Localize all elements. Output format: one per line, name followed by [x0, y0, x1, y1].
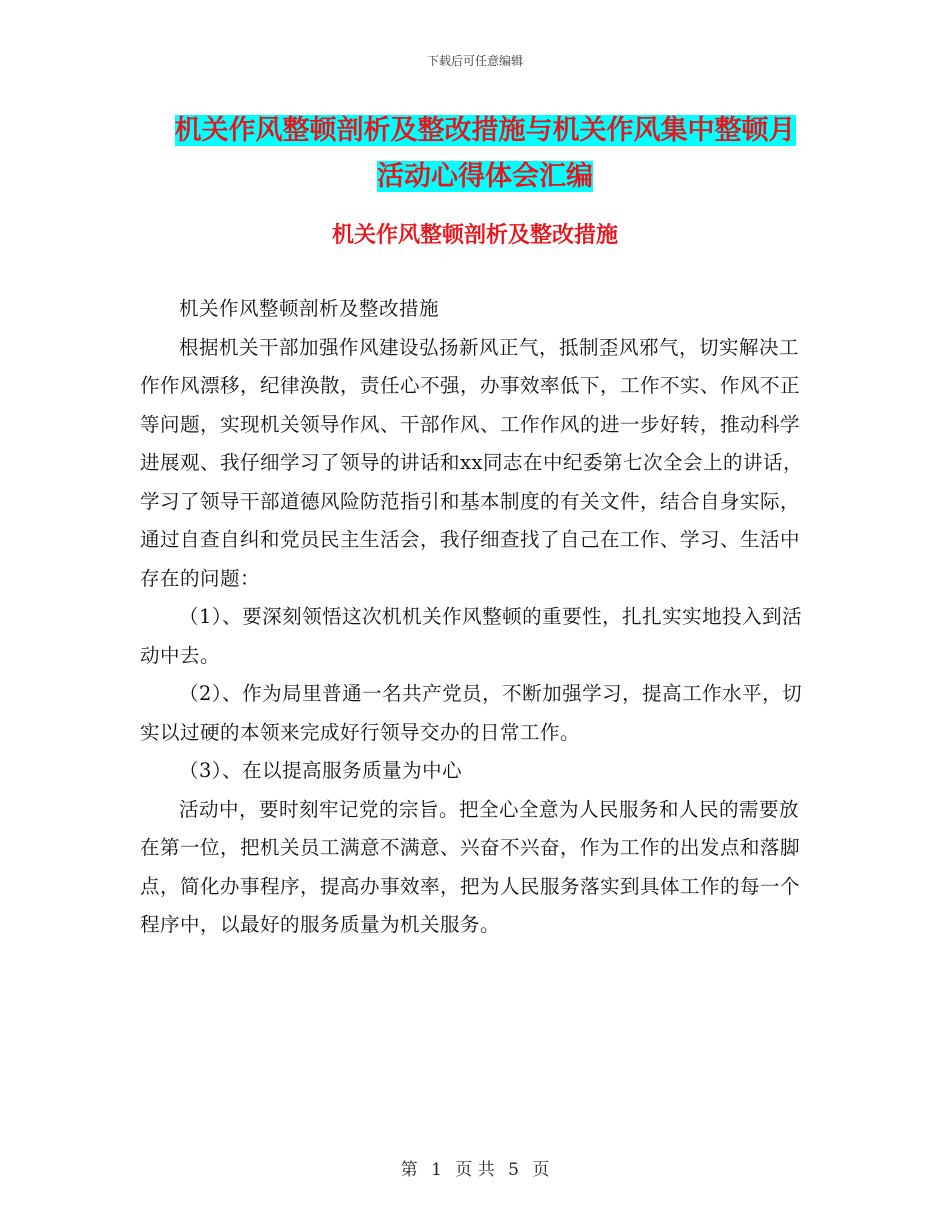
paragraph: （3）、在以提高服务质量为中心: [179, 759, 463, 782]
page-mid: 页 共: [455, 1160, 495, 1180]
paragraph: 机关作风整顿剖析及整改措施: [179, 297, 440, 320]
document-title: [140, 108, 830, 200]
paragraph: （1）、要深刻领悟这次机机关作风整顿的重要性，扎扎实实地投入到活动中去。: [140, 605, 803, 667]
page-prefix: 第: [400, 1160, 418, 1180]
title-line-2: 活动心得体会汇编: [377, 161, 593, 192]
section-title: 机关作风整顿剖析及整改措施: [331, 223, 618, 248]
page-total: 5: [508, 1160, 519, 1180]
page-footer: [0, 1155, 950, 1180]
title-line-1: 机关作风整顿剖析及整改措施与机关作风集中整顿月: [174, 115, 796, 146]
page-suffix: 页: [532, 1160, 550, 1180]
paragraph: 根据机关干部加强作风建设弘扬新风正气，抵制歪风邪气，切实解决工作作风漂移，纪律涣散，责任心不强，办事效率低下，工作不实、作风不正等问题，实现机关领导作风、干部作风、工作作风的进一步好转，推动科学进展观、我仔细学习了领导的讲话和xx同志在中纪委第七次全会上的讲话，学习了领导干部道德风险防范指引和基本制度的有关文件，结合自身实际，通过自查自纠和党员民主生活会，我仔细查找了自己在工作、学习、生活中存在的问题：: [140, 335, 803, 590]
header-note: 下载后可任意编辑: [426, 54, 523, 68]
document-body: [140, 290, 810, 945]
paragraph: （2）、作为局里普通一名共产党员，不断加强学习，提高工作水平，切实以过硬的本领来完成好行领导交办的日常工作。: [140, 682, 803, 744]
paragraph: 活动中，要时刻牢记党的宗旨。把全心全意为人民服务和人民的需要放在第一位，把机关员工满意不满意、兴奋不兴奋，作为工作的出发点和落脚点，简化办事程序，提高办事效率，把为人民服务落实到具体工作的每一个程序中，以最好的服务质量为机关服务。: [140, 797, 801, 936]
page-number: 1: [431, 1160, 442, 1180]
